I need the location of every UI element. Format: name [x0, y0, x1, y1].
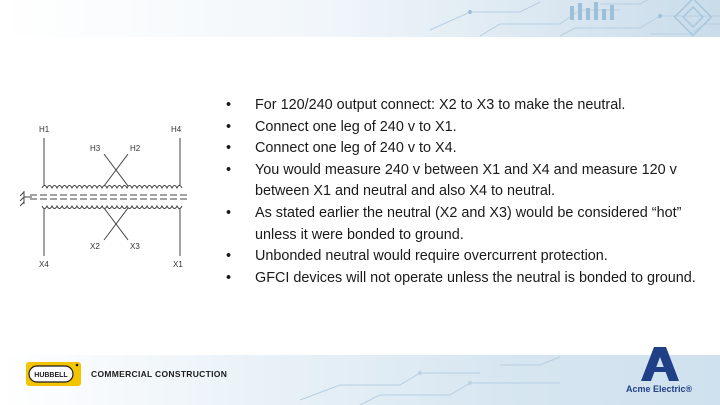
primary-crossover — [104, 154, 128, 186]
top-decor-band — [0, 0, 720, 37]
terminal-x3-label: X3 — [130, 242, 140, 251]
footer-circuit-pattern — [0, 355, 720, 405]
hubbell-logo-text: HUBBELL — [34, 372, 68, 379]
bullet-item: • Connect one leg of 240 v to X4. — [226, 138, 706, 160]
footer-band — [0, 355, 720, 405]
terminal-x2-label: X2 — [90, 242, 100, 251]
terminal-h2-label: H2 — [130, 144, 141, 153]
bullet-list — [226, 95, 706, 289]
primary-winding — [42, 186, 182, 189]
bullet-item: • As stated earlier the neutral (X2 and X3) would be considered “hot” unless it were bonded to ground. — [226, 203, 706, 246]
hubbell-logo — [26, 362, 81, 386]
secondary-winding — [42, 206, 182, 209]
transformer-wiring-diagram — [20, 118, 200, 273]
commercial-construction-label: COMMERCIAL CONSTRUCTION — [91, 369, 228, 379]
terminal-h3-label: H3 — [90, 144, 101, 153]
terminal-h1-label: H1 — [39, 125, 50, 134]
bullet-item: • For 120/240 output connect: X2 to X3 to make the neutral. — [226, 95, 706, 117]
circuit-pattern — [0, 0, 720, 37]
bullet-item: • Unbonded neutral would require overcurrent protection. — [226, 246, 706, 268]
acme-electric-label: Acme Electric® — [626, 384, 693, 394]
terminal-x1-label: X1 — [173, 260, 183, 269]
secondary-crossover — [104, 208, 128, 240]
terminal-h4-label: H4 — [171, 125, 182, 134]
acme-a-icon — [641, 347, 679, 381]
terminal-x4-label: X4 — [39, 260, 49, 269]
bullet-item: • You would measure 240 v between X1 and X4 and measure 120 v between X1 and neutral and also X4 to neutral. — [226, 160, 706, 203]
bullet-item: • GFCI devices will not operate unless the neutral is bonded to ground. — [226, 268, 706, 290]
bullet-item: • Connect one leg of 240 v to X1. — [226, 117, 706, 139]
